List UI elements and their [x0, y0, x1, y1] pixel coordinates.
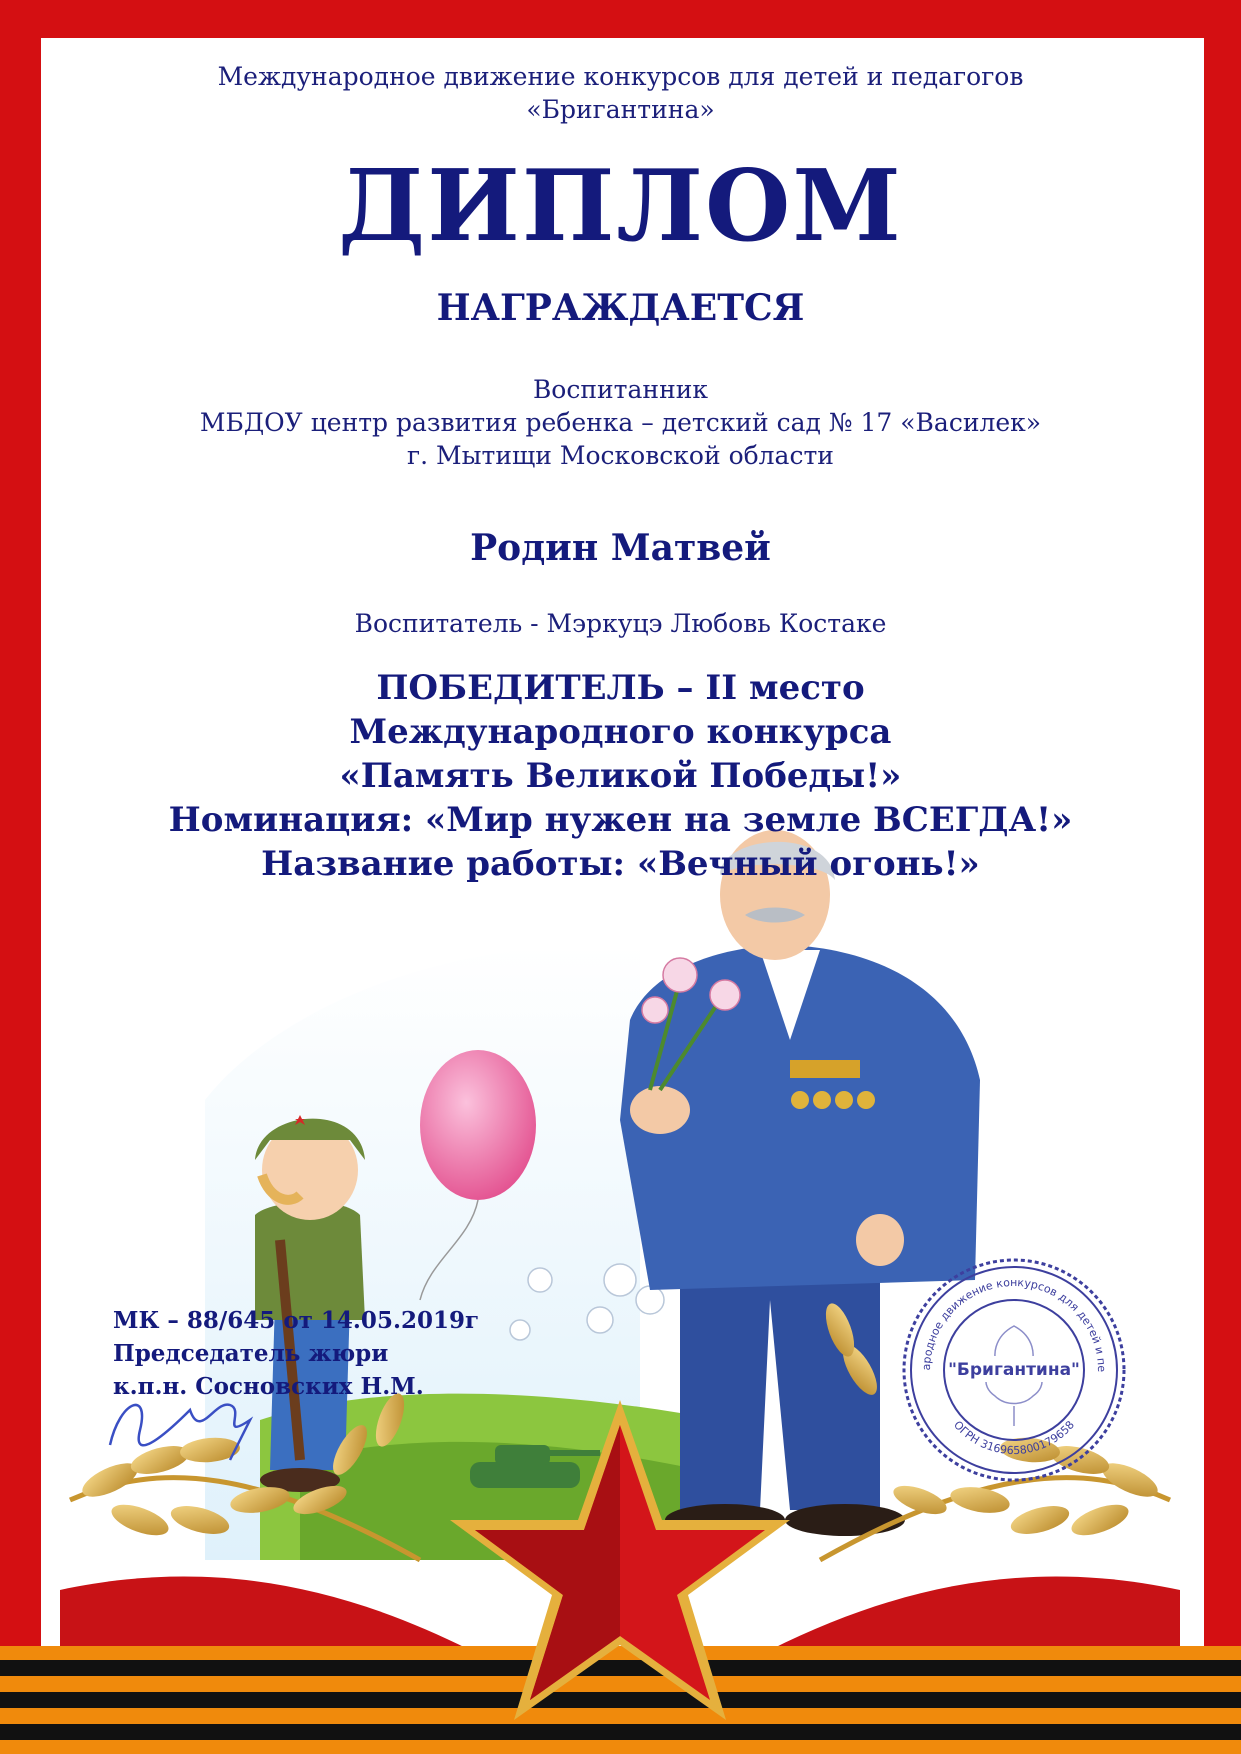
diploma-title: ДИПЛОМ	[338, 149, 903, 264]
institution-line-3: г. Мытищи Московской области	[407, 441, 834, 470]
result-contest-type: Международного конкурса	[349, 712, 892, 752]
result-place: ПОБЕДИТЕЛЬ – II место	[376, 668, 865, 708]
organization-line-1: Международное движение конкурсов для детей и педагогов	[217, 62, 1024, 91]
result-nomination: Номинация: «Мир нужен на земле ВСЕГДА!»	[168, 800, 1073, 840]
signature-block	[113, 1304, 479, 1403]
awarded-heading: НАГРАЖДАЕТСЯ	[436, 287, 805, 329]
seal-center-text: "Бригантина"	[948, 1360, 1080, 1380]
result-work-title: Название работы: «Вечный огонь!»	[261, 844, 980, 884]
organization-seal	[900, 1256, 1128, 1484]
seal-ring-top-text: ародное движение конкурсов для детей и пе	[919, 1275, 1109, 1373]
organization-line-2: «Бригантина»	[526, 95, 715, 124]
result-contest-name: «Память Великой Победы!»	[339, 756, 902, 796]
institution-line-2: МБДОУ центр развития ребенка – детский сад № 17 «Василек»	[199, 408, 1042, 437]
seal-ring-bottom-text: ОГРН 316965800179658	[951, 1418, 1077, 1458]
document-reference: МК – 88/645 от 14.05.2019г	[113, 1307, 480, 1334]
seal-icon	[900, 1256, 1128, 1484]
teacher-line: Воспитатель - Мэркуцэ Любовь Костаке	[354, 609, 887, 638]
jury-chair-name: к.п.н. Сосновских Н.М.	[113, 1373, 424, 1400]
svg-text:Международное движение конкурс	[900, 1256, 1108, 1372]
recipient-name: Родин Матвей	[470, 527, 771, 569]
organization-header	[0, 60, 1241, 126]
st-george-ribbon	[0, 1646, 1241, 1754]
jury-chair-role: Председатель жюри	[113, 1340, 389, 1367]
institution-block	[0, 373, 1241, 472]
result-block	[0, 666, 1241, 886]
institution-line-1: Воспитанник	[532, 375, 709, 404]
